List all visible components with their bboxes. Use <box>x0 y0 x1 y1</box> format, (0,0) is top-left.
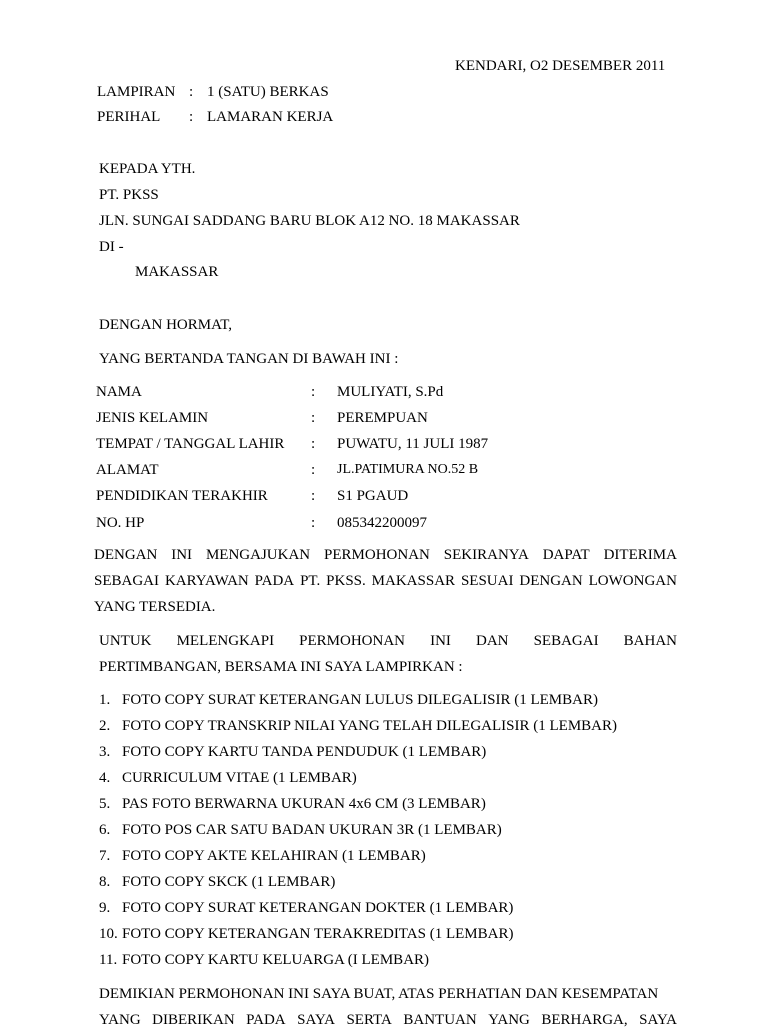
detail-colon: : <box>311 410 316 426</box>
detail-label: TEMPAT / TANGGAL LAHIR <box>96 436 285 452</box>
letter-date: KENDARI, O2 DESEMBER 2011 <box>455 58 666 74</box>
word: INI <box>171 547 193 563</box>
word: SAYA <box>297 1012 335 1028</box>
detail-value: S1 PGAUD <box>337 488 409 504</box>
word: BAHAN <box>623 633 677 649</box>
list-number: 4. <box>99 770 111 786</box>
word: BERHARGA, <box>541 1012 628 1028</box>
intro-line: YANG BERTANDA TANGAN DI BAWAH INI : <box>99 351 399 367</box>
closing-line-1: DEMIKIAN PERMOHONAN INI SAYA BUAT, ATAS PERHATIAN DAN KESEMPATAN <box>99 986 659 1002</box>
detail-label: NAMA <box>96 384 142 400</box>
list-number: 11. <box>99 952 118 968</box>
list-number: 6. <box>99 822 111 838</box>
lampiran-label: LAMPIRAN <box>97 84 176 100</box>
para1-line-3: YANG TERSEDIA. <box>94 599 216 615</box>
detail-row-jenis-kelamin <box>96 409 696 427</box>
perihal-colon: : <box>189 109 194 125</box>
list-text: FOTO POS CAR SATU BADAN UKURAN 3R (1 LEMBAR) <box>122 822 502 838</box>
list-number: 10. <box>99 926 118 942</box>
list-text: FOTO COPY SURAT KETERANGAN DOKTER (1 LEMBAR) <box>122 900 514 916</box>
word: SAYA <box>639 1012 677 1028</box>
word: PERMOHONAN <box>299 633 405 649</box>
word: SEBAGAI <box>94 573 160 589</box>
word: YANG <box>488 1012 530 1028</box>
word: DIBERIKAN <box>152 1012 235 1028</box>
word: DAN <box>475 633 509 649</box>
word: PERMOHONAN <box>324 547 430 563</box>
word: LOWONGAN <box>588 573 677 589</box>
detail-label: ALAMAT <box>96 462 159 478</box>
list-number: 1. <box>99 692 111 708</box>
lampiran-colon: : <box>189 84 194 100</box>
list-text: FOTO COPY KARTU KELUARGA (I LEMBAR) <box>122 952 430 968</box>
word: MENGAJUKAN <box>205 547 311 563</box>
detail-colon: : <box>311 488 316 504</box>
word: MELENGKAPI <box>176 633 275 649</box>
word: KARYAWAN <box>164 573 249 589</box>
perihal-value: LAMARAN KERJA <box>207 109 334 125</box>
list-number: 8. <box>99 874 111 890</box>
perihal-label: PERIHAL <box>97 109 161 125</box>
detail-label: NO. HP <box>96 515 145 531</box>
detail-value: PUWATU, 11 JULI 1987 <box>337 436 489 452</box>
list-text: PAS FOTO BERWARNA UKURAN 4x6 CM (3 LEMBAR) <box>122 796 486 812</box>
recipient-line-4: DI - <box>99 239 124 255</box>
list-text: FOTO COPY SKCK (1 LEMBAR) <box>122 874 336 890</box>
detail-row-pendidikan <box>96 487 696 505</box>
detail-colon: : <box>311 384 316 400</box>
word: SEKIRANYA <box>443 547 529 563</box>
word: SESUAI <box>460 573 514 589</box>
lampiran-value: 1 (SATU) BERKAS <box>207 84 329 100</box>
list-text: FOTO COPY KETERANGAN TERAKREDITAS (1 LEMBAR) <box>122 926 514 942</box>
detail-colon: : <box>311 436 316 452</box>
list-text: CURRICULUM VITAE (1 LEMBAR) <box>122 770 357 786</box>
list-number: 3. <box>99 744 111 760</box>
para2-line-1 <box>99 632 677 650</box>
recipient-line-1: KEPADA YTH. <box>99 161 196 177</box>
list-number: 2. <box>99 718 111 734</box>
detail-value: PEREMPUAN <box>337 410 428 426</box>
word: PADA <box>246 1012 286 1028</box>
detail-value: JL.PATIMURA NO.52 B <box>337 462 479 477</box>
detail-row-ttl <box>96 435 696 453</box>
word: SEBAGAI <box>533 633 599 649</box>
list-number: 7. <box>99 848 111 864</box>
detail-row-no-hp <box>96 514 696 532</box>
word: MAKASSAR <box>371 573 456 589</box>
list-text: FOTO COPY TRANSKRIP NILAI YANG TELAH DILEGALISIR (1 LEMBAR) <box>122 718 617 734</box>
recipient-line-2: PT. PKSS <box>99 187 159 203</box>
detail-label: PENDIDIKAN TERAKHIR <box>96 488 268 504</box>
detail-value: 085342200097 <box>337 515 427 531</box>
para2-line-2: PERTIMBANGAN, BERSAMA INI SAYA LAMPIRKAN : <box>99 659 463 675</box>
word: PADA <box>254 573 295 589</box>
recipient-line-5: MAKASSAR <box>135 264 219 280</box>
list-number: 9. <box>99 900 111 916</box>
detail-value: MULIYATI, S.Pd <box>337 384 444 400</box>
word: SERTA <box>346 1012 392 1028</box>
word: BANTUAN <box>403 1012 477 1028</box>
word: PKSS. <box>326 573 366 589</box>
list-text: FOTO COPY AKTE KELAHIRAN (1 LEMBAR) <box>122 848 426 864</box>
list-text: FOTO COPY KARTU TANDA PENDUDUK (1 LEMBAR) <box>122 744 487 760</box>
word: DITERIMA <box>603 547 677 563</box>
word: DAPAT <box>542 547 590 563</box>
recipient-line-3: JLN. SUNGAI SADDANG BARU BLOK A12 NO. 18 MAKASSAR <box>99 213 520 229</box>
word: YANG <box>99 1012 141 1028</box>
detail-colon: : <box>311 462 316 478</box>
word: PT. <box>300 573 321 589</box>
word: DENGAN <box>519 573 583 589</box>
word: UNTUK <box>99 633 152 649</box>
greeting: DENGAN HORMAT, <box>99 317 233 333</box>
detail-row-alamat <box>96 461 696 479</box>
detail-row-nama <box>96 383 696 401</box>
word: DENGAN <box>94 547 158 563</box>
para1-line-2 <box>94 572 677 590</box>
closing-line-2 <box>99 1011 677 1029</box>
list-text: FOTO COPY SURAT KETERANGAN LULUS DILEGALISIR (1 LEMBAR) <box>122 692 598 708</box>
detail-label: JENIS KELAMIN <box>96 410 209 426</box>
para1-line-1 <box>94 546 677 564</box>
list-number: 5. <box>99 796 111 812</box>
detail-colon: : <box>311 515 316 531</box>
word: INI <box>430 633 451 649</box>
